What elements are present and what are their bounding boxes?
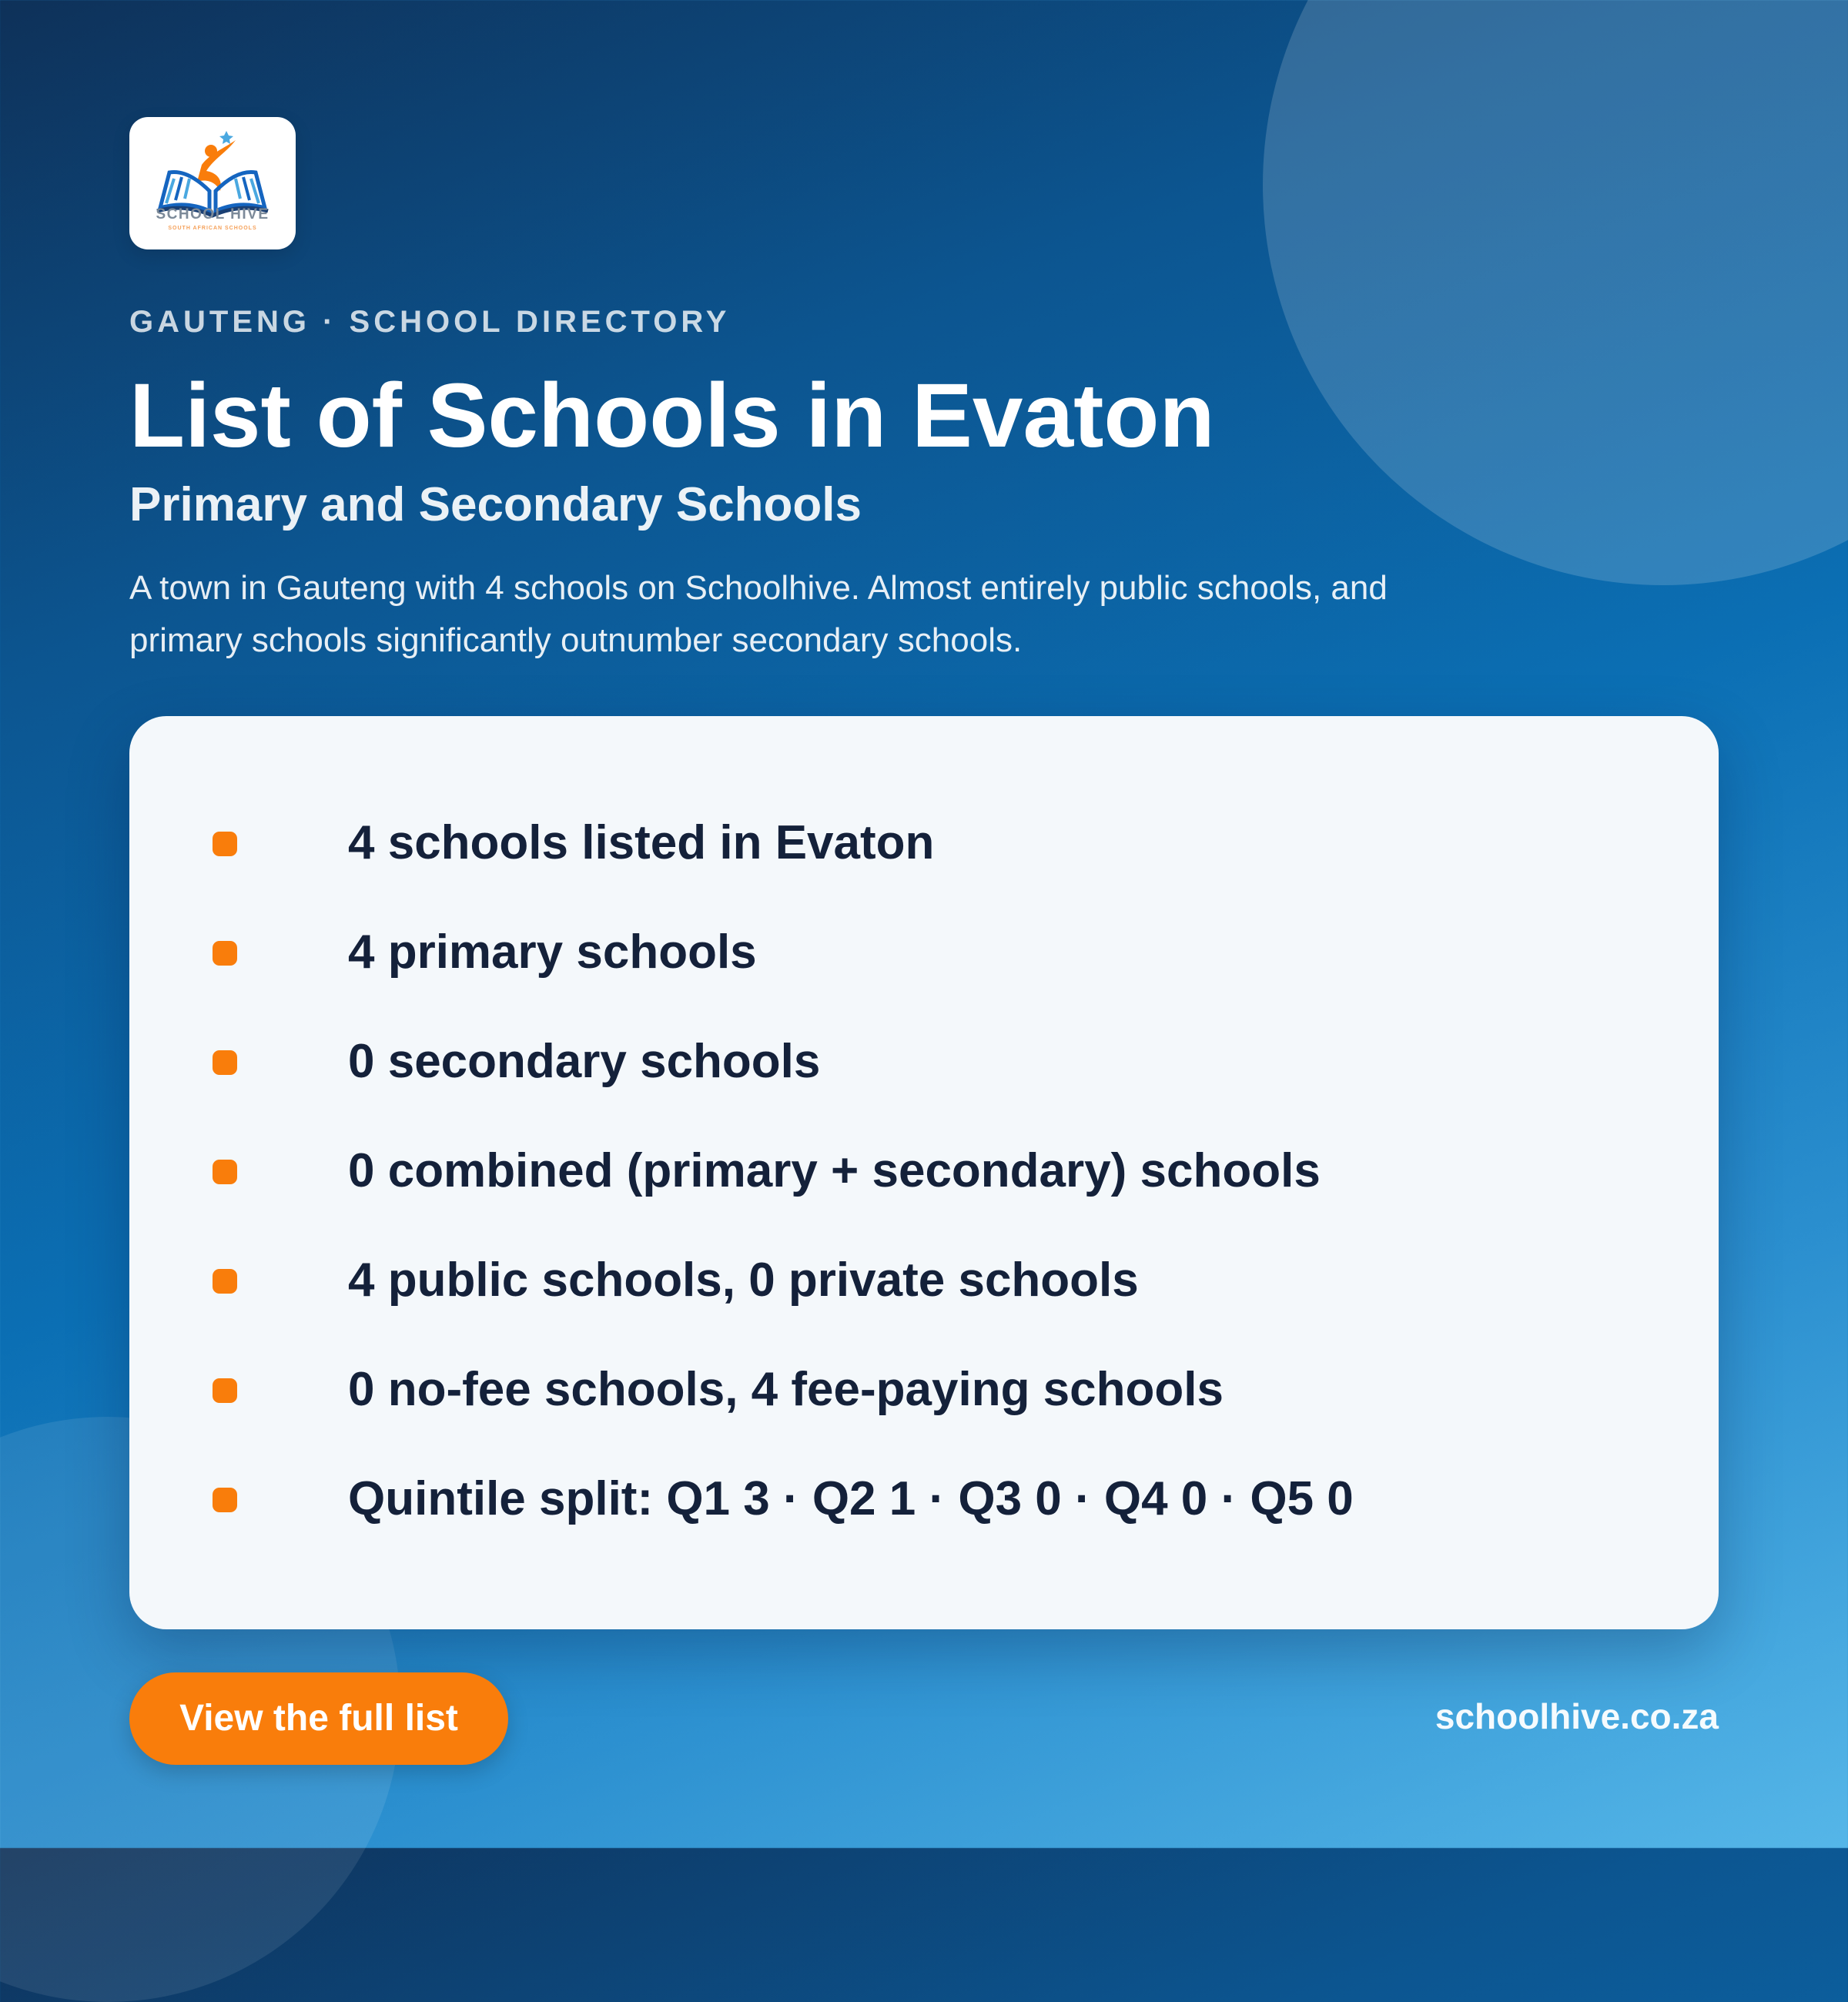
eyebrow-label: GAUTENG · SCHOOL DIRECTORY (129, 305, 731, 339)
bullet-icon (213, 832, 237, 856)
facts-card (129, 716, 1719, 1629)
bullet-icon (213, 1050, 237, 1075)
bullet-icon (213, 1488, 237, 1512)
fact-text: 0 secondary schools (348, 1035, 821, 1088)
svg-text:SOUTH AFRICAN SCHOOLS (168, 226, 256, 231)
fact-text: 0 combined (primary + secondary) schools (348, 1144, 1321, 1197)
fact-text: 4 schools listed in Evaton (348, 816, 935, 869)
school-hive-logo (129, 117, 296, 249)
bullet-icon (213, 941, 237, 966)
bullet-icon (213, 1378, 237, 1403)
page-description: A town in Gauteng with 4 schools on Schoolhive. Almost entirely public schools, and primary schools significantly outnumber secondary schools. (129, 569, 1388, 659)
decorative-circle-top (1263, 0, 1848, 585)
fact-text: 0 no-fee schools, 4 fee-paying schools (348, 1363, 1224, 1416)
bullet-icon (213, 1160, 237, 1184)
fact-text: 4 public schools, 0 private schools (348, 1254, 1139, 1307)
open-book-icon (129, 117, 296, 249)
site-url-link[interactable]: schoolhive.co.za (1435, 1696, 1719, 1736)
logo-wordmark: SCHOOL HIVE (156, 206, 270, 223)
bullet-icon (213, 1269, 237, 1294)
fact-text: 4 primary schools (348, 926, 757, 979)
fact-text: Quintile split: Q1 3 · Q2 1 · Q3 0 · Q4 0 · Q5 0 (348, 1472, 1354, 1525)
page-subtitle: Primary and Secondary Schools (129, 478, 862, 531)
svg-text:SCHOOL HIVE (156, 206, 269, 223)
view-full-list-button[interactable]: View the full list (129, 1672, 508, 1765)
logo-tagline: SOUTH AFRICAN SCHOOLS (168, 226, 257, 231)
page-title: List of Schools in Evaton (129, 365, 1215, 467)
